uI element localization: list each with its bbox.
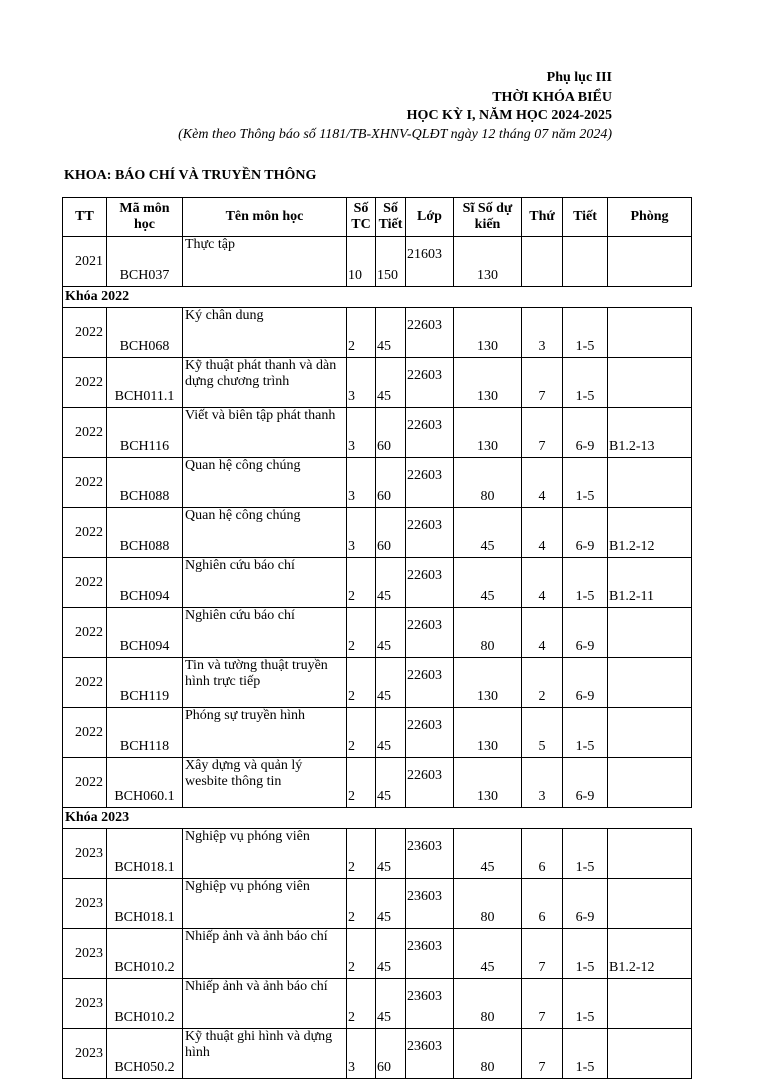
cell-enrollment: 80 [454, 458, 522, 508]
col-header-tt: TT [63, 198, 107, 237]
cell-course-name: Nhiếp ảnh và ảnh báo chí [183, 979, 347, 1029]
cell-enrollment: 130 [454, 408, 522, 458]
cell-periods: 45 [376, 608, 406, 658]
cell-class: 23603 [406, 879, 454, 929]
cell-tt: 2022 [63, 408, 107, 458]
col-header-course-name: Tên môn học [183, 198, 347, 237]
cell-periods: 45 [376, 758, 406, 808]
col-header-day: Thứ [522, 198, 563, 237]
cell-tt: 2022 [63, 608, 107, 658]
cell-tt: 2023 [63, 979, 107, 1029]
cell-course-code: BCH010.2 [107, 979, 183, 1029]
cell-periods: 60 [376, 408, 406, 458]
cell-course-code: BCH119 [107, 658, 183, 708]
table-row [63, 558, 692, 608]
cell-session: 1-5 [563, 829, 608, 879]
cell-periods: 45 [376, 308, 406, 358]
cell-credits: 3 [347, 458, 376, 508]
cell-periods: 45 [376, 979, 406, 1029]
cell-periods: 45 [376, 929, 406, 979]
cell-session: 6-9 [563, 608, 608, 658]
cell-class: 23603 [406, 1029, 454, 1079]
cell-course-name: Xây dựng và quản lý wesbite thông tin [183, 758, 347, 808]
cell-tt: 2022 [63, 758, 107, 808]
cell-session: 1-5 [563, 358, 608, 408]
cell-session: 6-9 [563, 758, 608, 808]
cell-class: 22603 [406, 708, 454, 758]
cell-room [608, 879, 692, 929]
timetable [62, 197, 692, 1079]
cell-enrollment: 80 [454, 879, 522, 929]
cell-credits: 2 [347, 879, 376, 929]
cell-session: 6-9 [563, 879, 608, 929]
cell-tt: 2022 [63, 658, 107, 708]
document-title: THỜI KHÓA BIỂU [492, 90, 612, 105]
cell-tt: 2022 [63, 458, 107, 508]
cell-course-code: BCH094 [107, 558, 183, 608]
cell-class: 22603 [406, 408, 454, 458]
cell-class: 22603 [406, 458, 454, 508]
cell-room [608, 979, 692, 1029]
table-row [63, 929, 692, 979]
table-row [63, 708, 692, 758]
faculty-heading: KHOA: BÁO CHÍ VÀ TRUYỀN THÔNG [64, 168, 317, 183]
cell-tt: 2023 [63, 879, 107, 929]
cell-course-name: Thực tập [183, 237, 347, 287]
cell-session: 6-9 [563, 658, 608, 708]
cell-course-name: Nghiên cứu báo chí [183, 608, 347, 658]
cell-room [608, 308, 692, 358]
col-header-credits: Số TC [347, 198, 376, 237]
cell-periods: 45 [376, 358, 406, 408]
cell-credits: 2 [347, 658, 376, 708]
cell-periods: 45 [376, 829, 406, 879]
cell-course-code: BCH060.1 [107, 758, 183, 808]
table-row [63, 758, 692, 808]
table-row [63, 879, 692, 929]
cell-day: 2 [522, 658, 563, 708]
cell-tt: 2022 [63, 708, 107, 758]
cell-day: 6 [522, 879, 563, 929]
appendix-label: Phụ lục III [546, 70, 612, 85]
cell-class: 22603 [406, 608, 454, 658]
cell-credits: 3 [347, 1029, 376, 1079]
cell-tt: 2022 [63, 508, 107, 558]
cell-tt: 2023 [63, 929, 107, 979]
table-row [63, 658, 692, 708]
cell-periods: 60 [376, 458, 406, 508]
cell-course-name: Tin và tường thuật truyền hình trực tiếp [183, 658, 347, 708]
cell-course-name: Kỹ thuật ghi hình và dựng hình [183, 1029, 347, 1079]
cell-enrollment: 45 [454, 929, 522, 979]
cell-day: 4 [522, 458, 563, 508]
cell-periods: 45 [376, 658, 406, 708]
cell-periods: 60 [376, 1029, 406, 1079]
cell-enrollment: 130 [454, 708, 522, 758]
cell-session: 1-5 [563, 558, 608, 608]
cell-course-code: BCH018.1 [107, 829, 183, 879]
table-row [63, 358, 692, 408]
cell-room: B1.2-13 [608, 408, 692, 458]
cell-credits: 2 [347, 929, 376, 979]
col-header-room: Phòng [608, 198, 692, 237]
cell-course-code: BCH118 [107, 708, 183, 758]
cell-course-name: Nhiếp ảnh và ảnh báo chí [183, 929, 347, 979]
cell-course-name: Nghiệp vụ phóng viên [183, 879, 347, 929]
cell-course-code: BCH116 [107, 408, 183, 458]
cell-day: 5 [522, 708, 563, 758]
cell-enrollment: 80 [454, 979, 522, 1029]
reference-note: (Kèm theo Thông báo số 1181/TB-XHNV-QLĐT ngày 12 tháng 07 năm 2024) [178, 127, 612, 142]
semester-title: HỌC KỲ I, NĂM HỌC 2024-2025 [406, 108, 612, 123]
section-row [63, 287, 692, 308]
cell-course-code: BCH011.1 [107, 358, 183, 408]
cell-session: 6-9 [563, 508, 608, 558]
cell-room [608, 458, 692, 508]
cell-course-code: BCH050.2 [107, 1029, 183, 1079]
section-row [63, 808, 692, 829]
cell-course-name: Quan hệ công chúng [183, 458, 347, 508]
cell-class: 22603 [406, 508, 454, 558]
cell-credits: 10 [347, 237, 376, 287]
table-row [63, 237, 692, 287]
cell-room [608, 829, 692, 879]
cell-class: 22603 [406, 558, 454, 608]
cell-room [608, 1029, 692, 1079]
cell-enrollment: 130 [454, 358, 522, 408]
cell-course-name: Ký chân dung [183, 308, 347, 358]
cell-course-code: BCH068 [107, 308, 183, 358]
cell-course-name: Phóng sự truyền hình [183, 708, 347, 758]
cell-session: 6-9 [563, 408, 608, 458]
cell-periods: 45 [376, 708, 406, 758]
cell-tt: 2021 [63, 237, 107, 287]
cell-enrollment: 130 [454, 658, 522, 708]
cell-room [608, 358, 692, 408]
table-header-row [63, 198, 692, 237]
cell-enrollment: 45 [454, 558, 522, 608]
section-label: Khóa 2022 [63, 287, 692, 308]
cell-credits: 2 [347, 308, 376, 358]
cell-enrollment: 45 [454, 829, 522, 879]
table-row [63, 508, 692, 558]
cell-enrollment: 130 [454, 758, 522, 808]
cell-room: B1.2-11 [608, 558, 692, 608]
cell-course-code: BCH088 [107, 508, 183, 558]
cell-session: 1-5 [563, 308, 608, 358]
cell-tt: 2022 [63, 358, 107, 408]
cell-credits: 2 [347, 979, 376, 1029]
col-header-periods: Số Tiết [376, 198, 406, 237]
cell-course-name: Quan hệ công chúng [183, 508, 347, 558]
section-label: Khóa 2023 [63, 808, 692, 829]
cell-day: 4 [522, 608, 563, 658]
cell-course-code: BCH018.1 [107, 879, 183, 929]
cell-day: 3 [522, 758, 563, 808]
cell-enrollment: 80 [454, 1029, 522, 1079]
cell-day: 3 [522, 308, 563, 358]
cell-tt: 2023 [63, 829, 107, 879]
cell-class: 23603 [406, 929, 454, 979]
cell-day: 4 [522, 558, 563, 608]
cell-credits: 3 [347, 408, 376, 458]
cell-periods: 60 [376, 508, 406, 558]
cell-day: 7 [522, 358, 563, 408]
cell-credits: 2 [347, 708, 376, 758]
cell-credits: 2 [347, 558, 376, 608]
cell-enrollment: 45 [454, 508, 522, 558]
cell-room [608, 658, 692, 708]
cell-course-name: Viết và biên tập phát thanh [183, 408, 347, 458]
table-row [63, 608, 692, 658]
cell-room [608, 237, 692, 287]
cell-session: 1-5 [563, 458, 608, 508]
cell-session: 1-5 [563, 1029, 608, 1079]
cell-session [563, 237, 608, 287]
cell-day: 7 [522, 929, 563, 979]
col-header-session: Tiết [563, 198, 608, 237]
table-row [63, 458, 692, 508]
cell-day [522, 237, 563, 287]
cell-day: 6 [522, 829, 563, 879]
cell-day: 7 [522, 1029, 563, 1079]
cell-class: 22603 [406, 658, 454, 708]
cell-course-code: BCH010.2 [107, 929, 183, 979]
table-row [63, 979, 692, 1029]
cell-session: 1-5 [563, 708, 608, 758]
cell-room [608, 708, 692, 758]
cell-day: 4 [522, 508, 563, 558]
cell-course-code: BCH037 [107, 237, 183, 287]
cell-tt: 2023 [63, 1029, 107, 1079]
cell-enrollment: 80 [454, 608, 522, 658]
cell-periods: 150 [376, 237, 406, 287]
cell-class: 22603 [406, 308, 454, 358]
cell-day: 7 [522, 979, 563, 1029]
cell-credits: 2 [347, 758, 376, 808]
cell-course-name: Nghiệp vụ phóng viên [183, 829, 347, 879]
table-row [63, 408, 692, 458]
cell-room [608, 608, 692, 658]
cell-credits: 3 [347, 508, 376, 558]
cell-course-name: Kỹ thuật phát thanh và dàn dựng chương trình [183, 358, 347, 408]
cell-tt: 2022 [63, 308, 107, 358]
col-header-enrollment: Sĩ Số dự kiến [454, 198, 522, 237]
cell-credits: 2 [347, 608, 376, 658]
cell-day: 7 [522, 408, 563, 458]
cell-periods: 45 [376, 879, 406, 929]
cell-class: 22603 [406, 758, 454, 808]
table-row [63, 1029, 692, 1079]
cell-credits: 3 [347, 358, 376, 408]
cell-room: B1.2-12 [608, 929, 692, 979]
cell-course-code: BCH088 [107, 458, 183, 508]
cell-tt: 2022 [63, 558, 107, 608]
cell-room [608, 758, 692, 808]
cell-room: B1.2-12 [608, 508, 692, 558]
cell-course-name: Nghiên cứu báo chí [183, 558, 347, 608]
col-header-course-code: Mã môn học [107, 198, 183, 237]
cell-enrollment: 130 [454, 237, 522, 287]
cell-class: 22603 [406, 358, 454, 408]
cell-periods: 45 [376, 558, 406, 608]
cell-enrollment: 130 [454, 308, 522, 358]
cell-class: 21603 [406, 237, 454, 287]
table-row [63, 829, 692, 879]
cell-course-code: BCH094 [107, 608, 183, 658]
cell-session: 1-5 [563, 929, 608, 979]
cell-credits: 2 [347, 829, 376, 879]
cell-session: 1-5 [563, 979, 608, 1029]
col-header-class: Lớp [406, 198, 454, 237]
cell-class: 23603 [406, 979, 454, 1029]
table-row [63, 308, 692, 358]
cell-class: 23603 [406, 829, 454, 879]
